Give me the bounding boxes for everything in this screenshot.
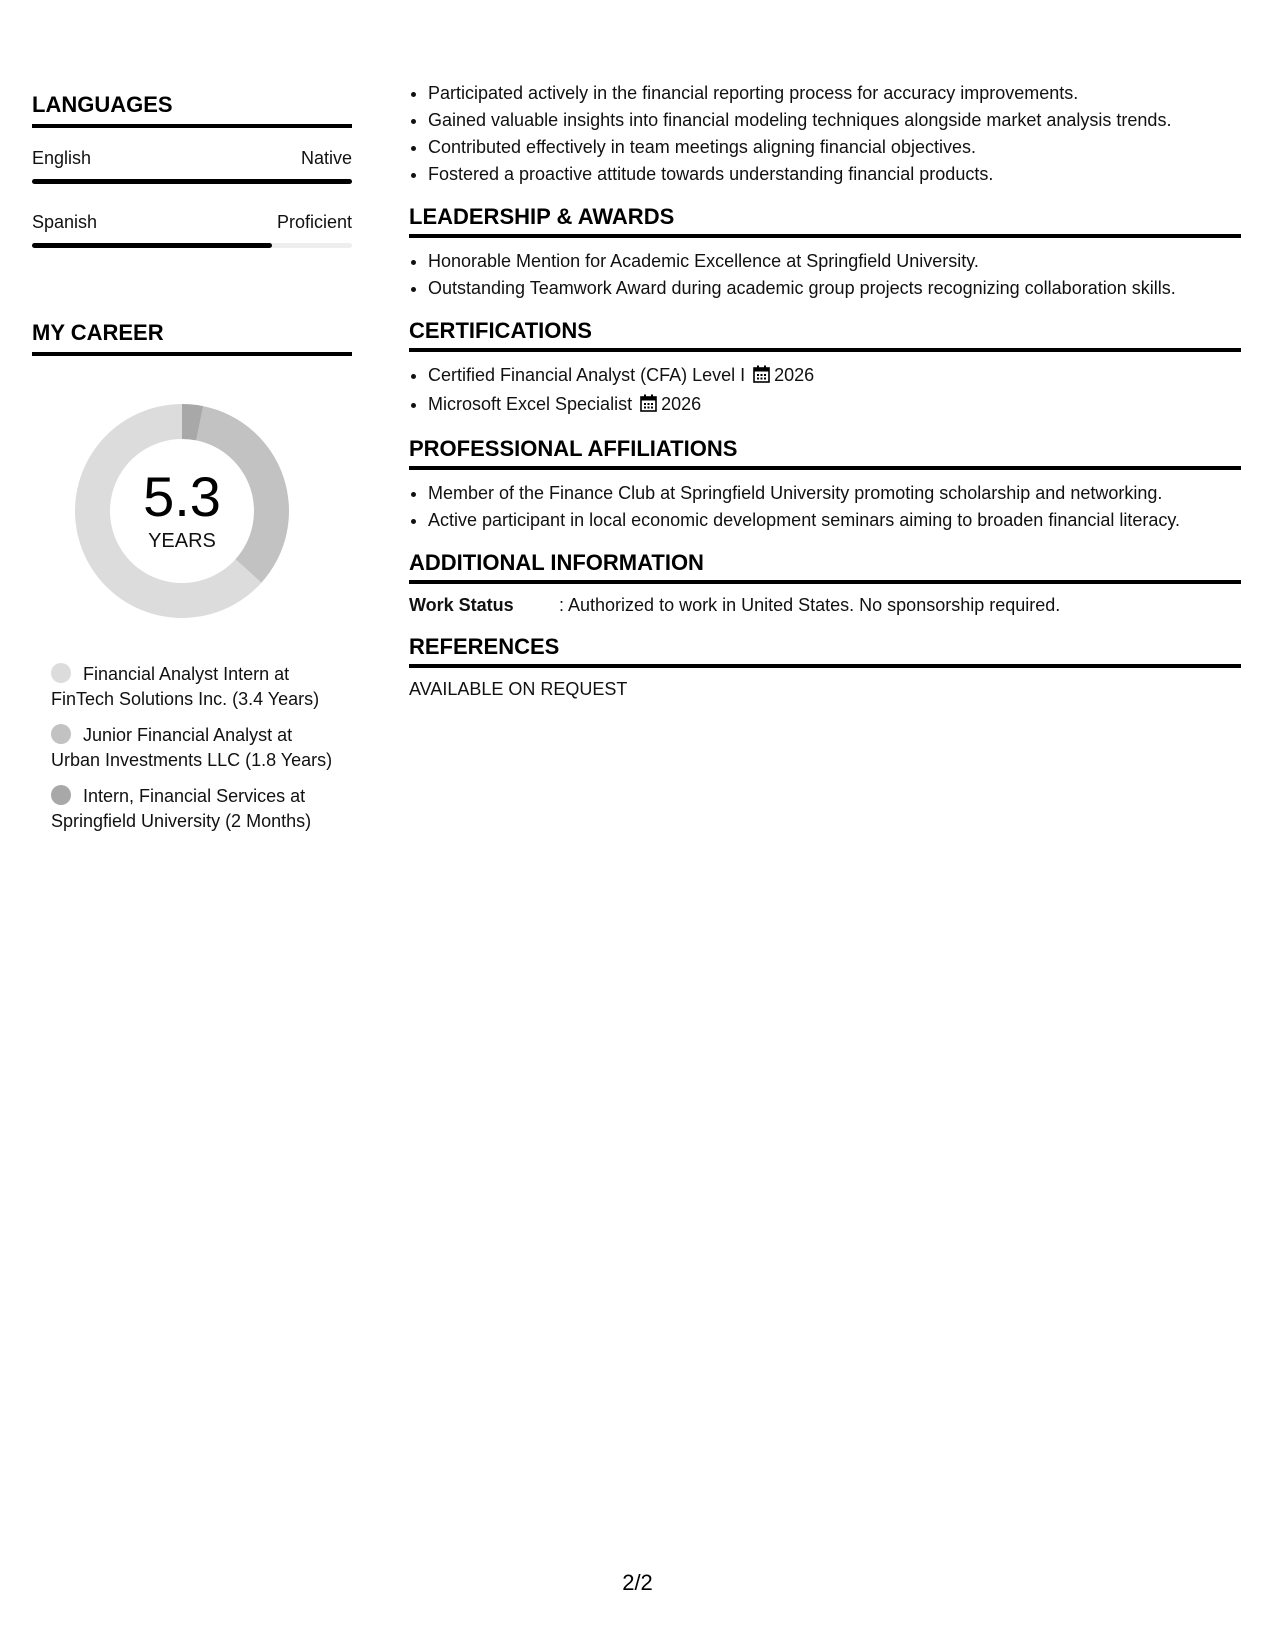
legend-dot-icon bbox=[51, 724, 71, 744]
certification-name: Certified Financial Analyst (CFA) Level I bbox=[428, 365, 746, 385]
experience-bullets bbox=[409, 80, 1241, 188]
work-status-value: : Authorized to work in United States. No sponsorship required. bbox=[559, 595, 1061, 615]
certification-year: 2026 bbox=[774, 365, 815, 385]
language-name: English bbox=[32, 148, 92, 168]
work-status-label: Work Status bbox=[409, 595, 514, 615]
leadership-heading: LEADERSHIP & AWARDS bbox=[409, 204, 1241, 238]
career-legend-label: Financial Analyst Intern at FinTech Solutions Inc. (3.4 Years) bbox=[51, 664, 320, 709]
language-item bbox=[32, 146, 352, 184]
career-heading: MY CAREER bbox=[32, 320, 352, 356]
certification-year: 2026 bbox=[661, 394, 702, 414]
work-status-row bbox=[409, 592, 1241, 618]
career-total-years: 5.3 bbox=[143, 465, 221, 528]
list-item: • Member of the Finance Club at Springfield University promoting scholarship and networking. bbox=[428, 480, 1241, 507]
leadership-list bbox=[409, 248, 1241, 302]
list-item bbox=[428, 391, 1241, 420]
certifications-list bbox=[409, 362, 1241, 420]
list-item: • Contributed effectively in team meetings aligning financial objectives. bbox=[428, 134, 1241, 161]
page-number: 2/2 bbox=[622, 1570, 653, 1595]
career-legend-label: Junior Financial Analyst at Urban Investments LLC (1.8 Years) bbox=[51, 725, 333, 770]
language-proficiency-fill bbox=[32, 243, 272, 248]
language-proficiency-bar bbox=[32, 243, 352, 248]
list-item bbox=[428, 362, 1241, 391]
career-section bbox=[32, 320, 352, 833]
language-proficiency-fill bbox=[32, 179, 352, 184]
additional-info-heading: ADDITIONAL INFORMATION bbox=[409, 550, 1241, 584]
list-item: • Participated actively in the financial reporting process for accuracy improvements. bbox=[428, 80, 1241, 107]
career-donut-center bbox=[67, 465, 297, 554]
career-legend-label: Intern, Financial Services at Springfield University (2 Months) bbox=[51, 786, 312, 831]
career-legend-item bbox=[51, 723, 341, 772]
career-total-unit: YEARS bbox=[148, 530, 216, 552]
career-legend-item bbox=[51, 662, 341, 711]
list-item: • Active participant in local economic development seminars aiming to broaden financial literacy. bbox=[428, 507, 1241, 534]
list-item: • Honorable Mention for Academic Excellence at Springfield University. bbox=[428, 248, 1241, 275]
languages-heading: LANGUAGES bbox=[32, 92, 352, 128]
language-name: Spanish bbox=[32, 212, 98, 232]
certifications-heading: CERTIFICATIONS bbox=[409, 318, 1241, 352]
main-column bbox=[409, 80, 1241, 702]
legend-dot-icon bbox=[51, 663, 71, 683]
list-item: • Outstanding Teamwork Award during academic group projects recognizing collaboration skills. bbox=[428, 275, 1241, 302]
legend-dot-icon bbox=[51, 785, 71, 805]
affiliations-heading: PROFESSIONAL AFFILIATIONS bbox=[409, 436, 1241, 470]
references-text: AVAILABLE ON REQUEST bbox=[409, 679, 628, 699]
career-donut-chart bbox=[67, 396, 297, 626]
list-item: • Gained valuable insights into financial modeling techniques alongside market analysis trends. bbox=[428, 107, 1241, 134]
certification-name: Microsoft Excel Specialist bbox=[428, 394, 633, 414]
language-proficiency-bar bbox=[32, 179, 352, 184]
career-legend bbox=[51, 662, 341, 833]
affiliations-list bbox=[409, 480, 1241, 534]
references-heading: REFERENCES bbox=[409, 634, 1241, 668]
calendar-icon bbox=[640, 393, 657, 420]
language-level: Native bbox=[300, 148, 352, 168]
language-item bbox=[32, 210, 352, 248]
language-level: Proficient bbox=[276, 212, 352, 232]
list-item: • Fostered a proactive attitude towards understanding financial products. bbox=[428, 161, 1241, 188]
career-legend-item bbox=[51, 784, 341, 833]
sidebar bbox=[32, 92, 352, 845]
calendar-icon bbox=[753, 364, 770, 391]
